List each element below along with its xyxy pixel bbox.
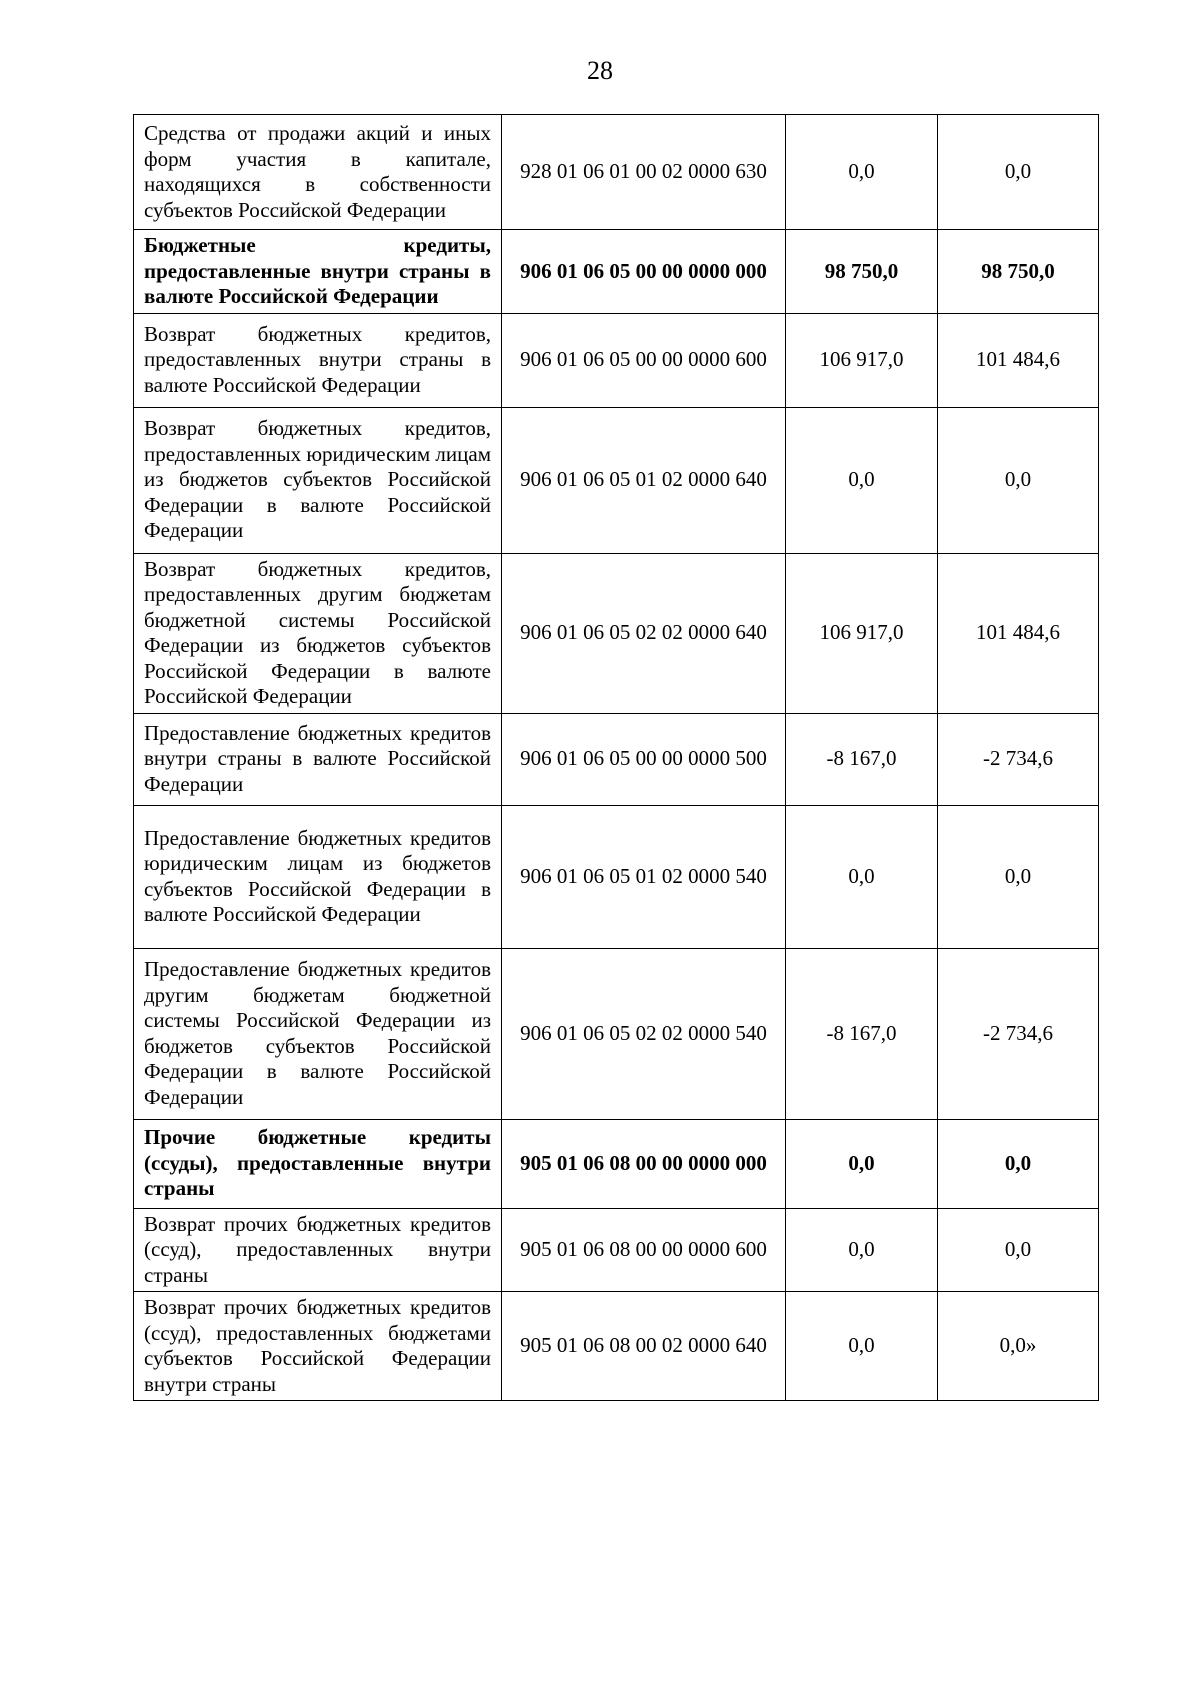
row-code-cell: 906 01 06 05 00 00 0000 000	[502, 230, 786, 314]
row-name-cell: Бюджетные кредиты, предоставленные внутри страны в валюте Российской Федерации	[134, 230, 502, 314]
row-value2-cell: 101 484,6	[938, 313, 1099, 407]
row-value1-cell: 0,0	[786, 1208, 938, 1292]
table-row	[134, 553, 1099, 713]
row-value2-cell: 0,0	[938, 805, 1099, 948]
row-code-cell: 905 01 06 08 00 00 0000 600	[502, 1208, 786, 1292]
row-code-cell: 906 01 06 05 01 02 0000 640	[502, 407, 786, 553]
row-value2-cell: -2 734,6	[938, 713, 1099, 805]
row-value1-cell: 106 917,0	[786, 313, 938, 407]
row-code-cell: 906 01 06 05 02 02 0000 540	[502, 948, 786, 1119]
row-name-cell: Предоставление бюджетных кредитов внутри страны в валюте Российской Федерации	[134, 713, 502, 805]
row-value1-cell: -8 167,0	[786, 713, 938, 805]
row-name-cell: Средства от продажи акций и иных форм участия в капитале, находящихся в собственности субъектов Российской Федерации	[134, 115, 502, 230]
row-value2-cell: 101 484,6	[938, 553, 1099, 713]
row-value1-cell: 0,0	[786, 805, 938, 948]
row-value1-cell: 0,0	[786, 1292, 938, 1401]
row-code-cell: 905 01 06 08 00 00 0000 000	[502, 1119, 786, 1208]
table-row	[134, 230, 1099, 314]
table-row	[134, 115, 1099, 230]
row-code-cell: 928 01 06 01 00 02 0000 630	[502, 115, 786, 230]
row-value1-cell: 0,0	[786, 1119, 938, 1208]
table-row	[134, 1292, 1099, 1401]
row-value2-cell: 0,0	[938, 1208, 1099, 1292]
row-name-cell: Возврат бюджетных кредитов, предоставленных юридическим лицам из бюджетов субъектов Российской Федерации в валюте Российской Федерации	[134, 407, 502, 553]
row-name-cell: Возврат бюджетных кредитов, предоставленных другим бюджетам бюджетной системы Российской Федерации из бюджетов субъектов Российской Федерации в валюте Российской Федерации	[134, 553, 502, 713]
row-value2-cell: 0,0	[938, 115, 1099, 230]
row-name-cell: Возврат прочих бюджетных кредитов (ссуд), предоставленных бюджетами субъектов Российской Федерации внутри страны	[134, 1292, 502, 1401]
table-row	[134, 1208, 1099, 1292]
row-value2-cell: 0,0	[938, 1119, 1099, 1208]
table-row	[134, 407, 1099, 553]
table-row	[134, 805, 1099, 948]
row-name-cell: Возврат прочих бюджетных кредитов (ссуд), предоставленных внутри страны	[134, 1208, 502, 1292]
row-value1-cell: 106 917,0	[786, 553, 938, 713]
row-value1-cell: -8 167,0	[786, 948, 938, 1119]
row-value2-cell: -2 734,6	[938, 948, 1099, 1119]
table-row	[134, 1119, 1099, 1208]
row-value2-cell: 98 750,0	[938, 230, 1099, 314]
row-name-cell: Предоставление бюджетных кредитов другим бюджетам бюджетной системы Российской Федерации из бюджетов субъектов Российской Федерации в валюте Российской Федерации	[134, 948, 502, 1119]
row-value2-cell: 0,0	[938, 407, 1099, 553]
table-row	[134, 713, 1099, 805]
row-name-cell: Предоставление бюджетных кредитов юридическим лицам из бюджетов субъектов Российской Федерации в валюте Российской Федерации	[134, 805, 502, 948]
row-code-cell: 906 01 06 05 00 00 0000 600	[502, 313, 786, 407]
row-code-cell: 906 01 06 05 00 00 0000 500	[502, 713, 786, 805]
row-value1-cell: 0,0	[786, 407, 938, 553]
row-code-cell: 905 01 06 08 00 02 0000 640	[502, 1292, 786, 1401]
row-value1-cell: 98 750,0	[786, 230, 938, 314]
row-name-cell: Возврат бюджетных кредитов, предоставленных внутри страны в валюте Российской Федерации	[134, 313, 502, 407]
table-row	[134, 948, 1099, 1119]
row-value1-cell: 0,0	[786, 115, 938, 230]
table-row	[134, 313, 1099, 407]
row-code-cell: 906 01 06 05 02 02 0000 640	[502, 553, 786, 713]
row-code-cell: 906 01 06 05 01 02 0000 540	[502, 805, 786, 948]
row-name-cell: Прочие бюджетные кредиты (ссуды), предоставленные внутри страны	[134, 1119, 502, 1208]
row-value2-cell: 0,0»	[938, 1292, 1099, 1401]
page-number: 28	[587, 56, 613, 85]
budget-sources-table	[133, 114, 1099, 1401]
